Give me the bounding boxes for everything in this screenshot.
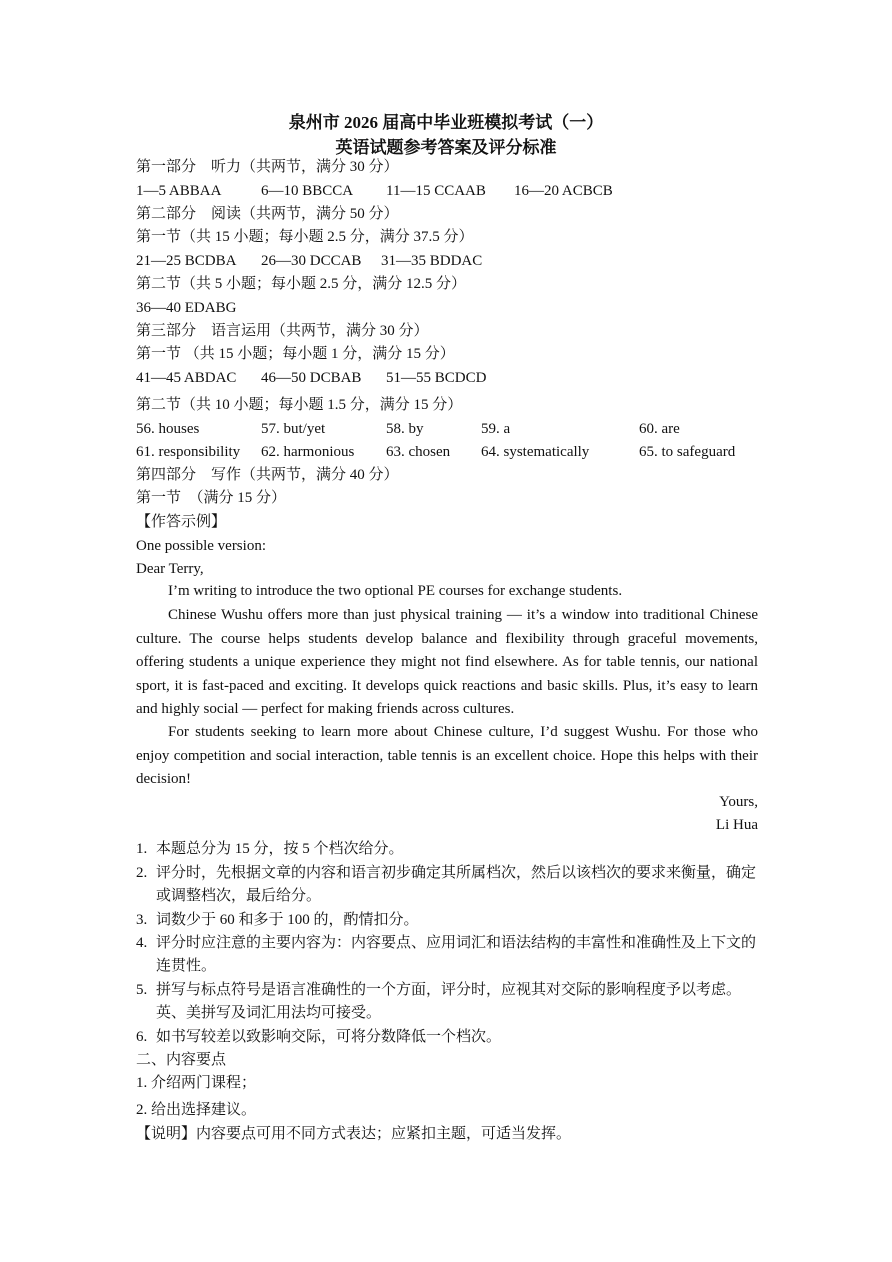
scoring-rule — [136, 838, 758, 861]
answer-group: 11—15 CCAAB — [386, 183, 486, 199]
fill-answer: 65. to safeguard — [639, 444, 736, 460]
document-title: 泉州市 2026 届高中毕业班模拟考试（一） — [288, 113, 604, 132]
fill-answer: 64. systematically — [481, 444, 590, 460]
scoring-note: 【说明】内容要点可用不同方式表达；应紧扣主题，可适当发挥。 — [136, 1126, 572, 1142]
sample-label: 【作答示例】 — [136, 514, 227, 530]
part2-sec1-heading: 第一节（共 15 小题；每小题 2.5 分，满分 37.5 分） — [136, 229, 474, 245]
part4-heading: 第四部分 写作（共两节，满分 40 分） — [136, 467, 399, 483]
rule-text: 如书写较差以致影响交际，可将分数降低一个档次。 — [156, 1029, 502, 1045]
part3-sec1-heading: 第一节 （共 15 小题；每小题 1 分，满分 15 分） — [136, 346, 455, 362]
rule-number: 2. — [136, 865, 148, 881]
answer-group: 51—55 BCDCD — [386, 370, 487, 386]
part3-sec2-row1 — [136, 419, 758, 439]
part1-heading: 第一部分 听力（共两节，满分 30 分） — [136, 159, 399, 175]
answer-group: 16—20 ACBCB — [514, 183, 613, 199]
letter-paragraph-3: For students seeking to learn more about Chinese culture, I’d suggest Wushu. For those who enjoy competition and social interaction, table tennis is an excellent choice. Hope this helps with their decision! — [136, 724, 758, 787]
fill-answer: 57. but/yet — [261, 421, 326, 437]
rule-text: 评分时，先根据文章的内容和语言初步确定其所属档次，然后以该档次的要求来衡量，确定或调整档次，最后给分。 — [156, 865, 757, 904]
part2-sec1-answers — [136, 251, 758, 271]
rule-number: 4. — [136, 935, 148, 951]
rule-text: 词数少于 60 和多于 100 的，酌情扣分。 — [156, 912, 419, 928]
answer-group: 46—50 DCBAB — [261, 370, 362, 386]
part3-sec2-row2 — [136, 442, 758, 462]
rule-text: 拼写与标点符号是语言准确性的一个方面，评分时，应视其对交际的影响程度予以考虑。英、美拼写及词汇用法均可接受。 — [156, 982, 742, 1021]
rule-text: 本题总分为 15 分，按 5 个档次给分。 — [156, 841, 404, 857]
scoring-rule — [136, 979, 758, 1025]
rule-number: 5. — [136, 982, 148, 998]
part3-sec1-answers — [136, 368, 758, 388]
letter-signature: Li Hua — [715, 817, 758, 833]
letter-paragraph-2: Chinese Wushu offers more than just physical training — it’s a window into traditional Chinese culture. The course helps students develop balance and flexibility through graceful movements, offering students a unique experience they might not find elsewhere. As for table tennis, our national sport, it is fast-paced and exciting. It develops quick reactions and basic skills. Plus, it’s easy to learn and highly social — perfect for making friends across cultures. — [136, 607, 758, 717]
letter-closing: Yours, — [719, 794, 758, 810]
answer-group: 41—45 ABDAC — [136, 370, 237, 386]
rule-number: 3. — [136, 912, 148, 928]
answer-group: 6—10 BBCCA — [261, 183, 354, 199]
fill-answer: 56. houses — [136, 421, 200, 437]
part1-answers — [136, 181, 758, 201]
scoring-rule — [136, 909, 758, 932]
content-point: 2. 给出选择建议。 — [136, 1102, 257, 1118]
content-point: 1. 介绍两门课程； — [136, 1075, 257, 1091]
scoring-rule — [136, 1026, 758, 1049]
rule-number: 1. — [136, 841, 148, 857]
letter-paragraph-1: I’m writing to introduce the two optional PE courses for exchange students. — [168, 583, 623, 599]
part3-heading: 第三部分 语言运用（共两节，满分 30 分） — [136, 323, 429, 339]
part4-sec1-heading: 第一节 （满分 15 分） — [136, 490, 287, 506]
fill-answer: 63. chosen — [386, 444, 451, 460]
answer-group: 31—35 BDDAC — [381, 253, 483, 269]
part2-sec2-answers: 36—40 EDABG — [136, 300, 237, 316]
answer-group: 26—30 DCCAB — [261, 253, 362, 269]
fill-answer: 61. responsibility — [136, 444, 241, 460]
answer-group: 21—25 BCDBA — [136, 253, 237, 269]
rule-number: 6. — [136, 1029, 148, 1045]
letter-greeting: Dear Terry, — [136, 561, 204, 577]
rule-text: 评分时应注意的主要内容为：内容要点、应用词汇和语法结构的丰富性和准确性及上下文的连贯性。 — [156, 935, 757, 974]
fill-answer: 59. a — [481, 421, 511, 437]
content-points-heading: 二、内容要点 — [136, 1052, 227, 1068]
fill-answer: 58. by — [386, 421, 424, 437]
scoring-rule — [136, 862, 758, 908]
version-label: One possible version: — [136, 538, 266, 554]
scoring-rule — [136, 932, 758, 978]
part2-heading: 第二部分 阅读（共两节，满分 50 分） — [136, 206, 399, 222]
part3-sec2-heading: 第二节（共 10 小题；每小题 1.5 分，满分 15 分） — [136, 397, 463, 413]
answer-group: 1—5 ABBAA — [136, 183, 222, 199]
document-subtitle: 英语试题参考答案及评分标准 — [335, 138, 557, 157]
fill-answer: 60. are — [639, 421, 680, 437]
part2-sec2-heading: 第二节（共 5 小题；每小题 2.5 分，满分 12.5 分） — [136, 276, 467, 292]
fill-answer: 62. harmonious — [261, 444, 355, 460]
